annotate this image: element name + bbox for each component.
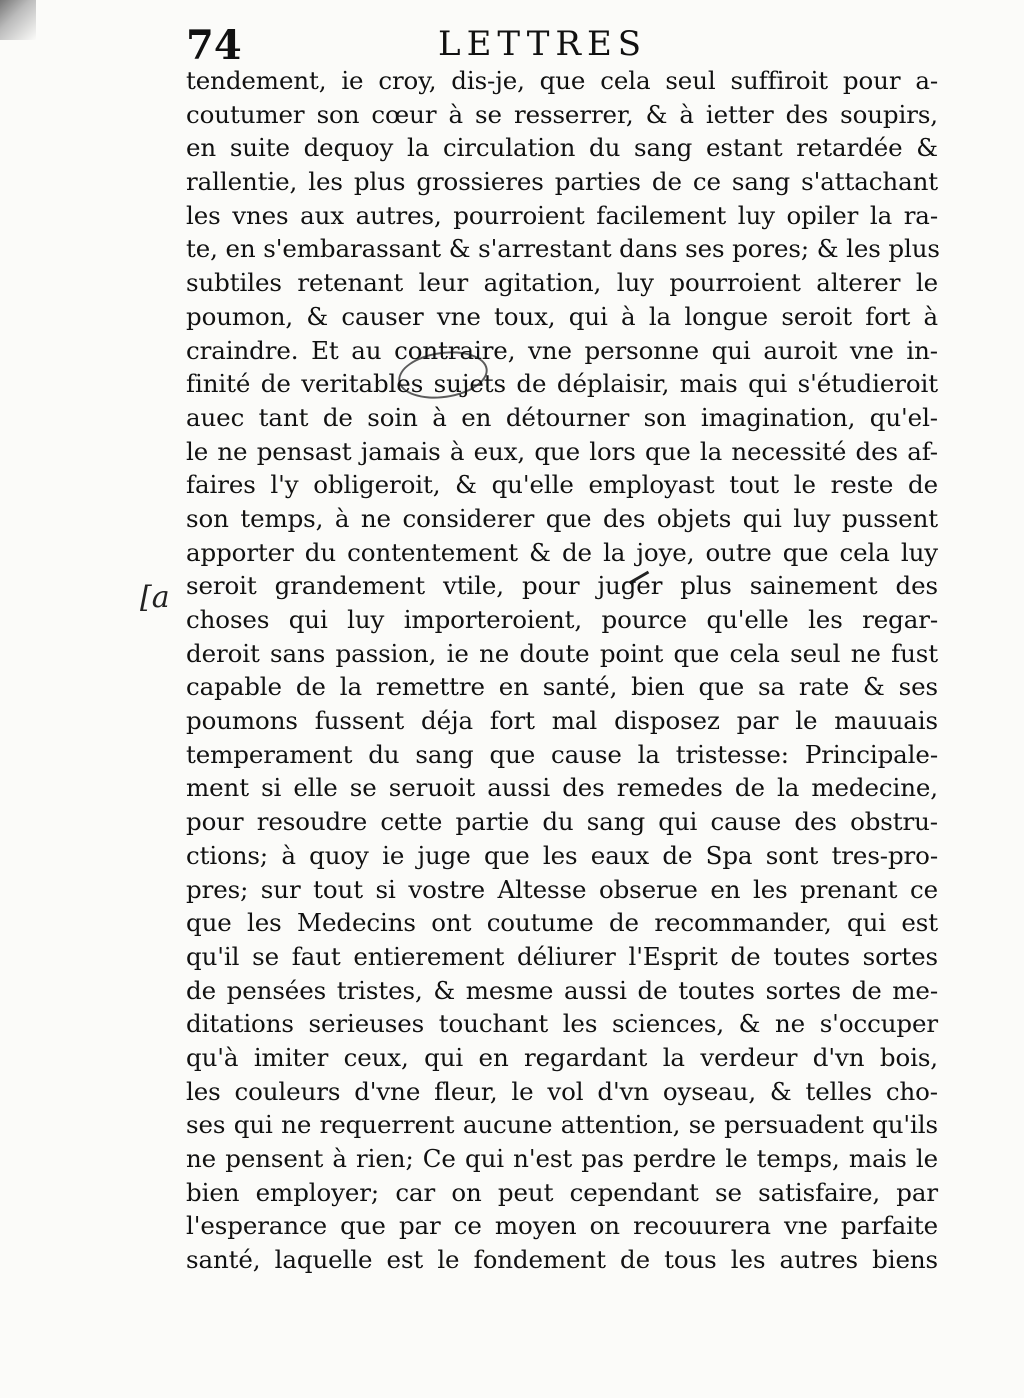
text-line: de pensées tristes, & mesme aussi de toutes sortes de me- <box>186 975 938 1005</box>
text-line: son temps, à ne considerer que des objets qui luy pussent <box>186 503 938 533</box>
text-line: coutumer son cœur à se resserrer, & à ietter des soupirs, <box>186 99 938 129</box>
text-line: ditations serieuses touchant les sciences, & ne s'occuper <box>186 1009 938 1039</box>
text-line: bien employer; car on peut cependant se satisfaire, par <box>186 1177 938 1207</box>
text-line: faires l'y obligeroit, & qu'elle employast tout le reste de <box>186 470 938 500</box>
text-line: seroit grandement vtile, pour juger plus sainement des <box>186 571 938 601</box>
text-line: rallentie, les plus grossieres parties de ce sang s'attachant <box>186 167 938 197</box>
text-line: apporter du contentement & de la joye, outre que cela luy <box>186 537 938 567</box>
text-line: subtiles retenant leur agitation, luy pourroient alterer le <box>186 268 938 298</box>
text-line: auec tant de soin à en détourner son imagination, qu'el- <box>186 402 938 432</box>
text-line: le ne pensast jamais à eux, que lors que la necessité des af- <box>186 436 938 466</box>
text-line: tendement, ie croy, dis-je, que cela seul suffiroit pour a- <box>186 66 938 95</box>
page-edge-shadow <box>0 0 36 40</box>
text-line: capable de la remettre en santé, bien que sa rate & ses <box>186 672 938 702</box>
text-line: craindre. Et au contraire, vne personne qui auroit vne in- <box>186 335 938 365</box>
text-line: finité de veritables sujets de déplaisir, mais qui s'étudieroit <box>186 369 938 399</box>
text-line: ses qui ne requerrent aucune attention, se persuadent qu'ils <box>186 1110 938 1140</box>
text-line: poumons fussent déja fort mal disposez par le mauuais <box>186 706 938 736</box>
text-line: ment si elle se seruoit aussi des remedes de la medecine, <box>186 773 938 803</box>
text-line: qu'il se faut entierement déliurer l'Esprit de toutes sortes <box>186 941 938 971</box>
body-text <box>186 64 938 1277</box>
page-number: 74 <box>186 22 242 69</box>
text-line: les vnes aux autres, pourroient facilement luy opiler la ra- <box>186 200 938 230</box>
margin-annotation: [a <box>140 580 170 615</box>
text-line: temperament du sang que cause la tristesse: Principale- <box>186 739 938 769</box>
text-line: ne pensent à rien; Ce qui n'est pas perdre le temps, mais le <box>186 1144 938 1173</box>
text-line: en suite dequoy la circulation du sang estant retardée & <box>186 133 938 163</box>
text-line: santé, laquelle est le fondement de tous les autres biens <box>186 1245 938 1275</box>
text-line: te, en s'embarassant & s'arrestant dans ses pores; & les plus <box>186 234 940 264</box>
running-head: LETTRES <box>438 24 648 64</box>
text-line: que les Medecins ont coutume de recommander, qui est <box>186 908 938 938</box>
text-line: pour resoudre cette partie du sang qui cause des obstru- <box>186 807 938 837</box>
text-line: qu'à imiter ceux, qui en regardant la verdeur d'vn bois, <box>186 1042 938 1072</box>
text-line: les couleurs d'vne fleur, le vol d'vn oyseau, & telles cho- <box>186 1076 938 1106</box>
text-line: ctions; à quoy ie juge que les eaux de Spa sont tres-pro- <box>186 840 938 870</box>
text-line: poumon, & causer vne toux, qui à la longue seroit fort à <box>186 301 938 331</box>
text-line: pres; sur tout si vostre Altesse obserue en les prenant ce <box>186 874 938 904</box>
text-line: choses qui luy importeroient, pource qu'elle les regar- <box>186 605 938 634</box>
text-line: l'esperance que par ce moyen on recouurera vne parfaite <box>186 1211 938 1241</box>
text-line: deroit sans passion, ie ne doute point que cela seul ne fust <box>186 638 938 668</box>
